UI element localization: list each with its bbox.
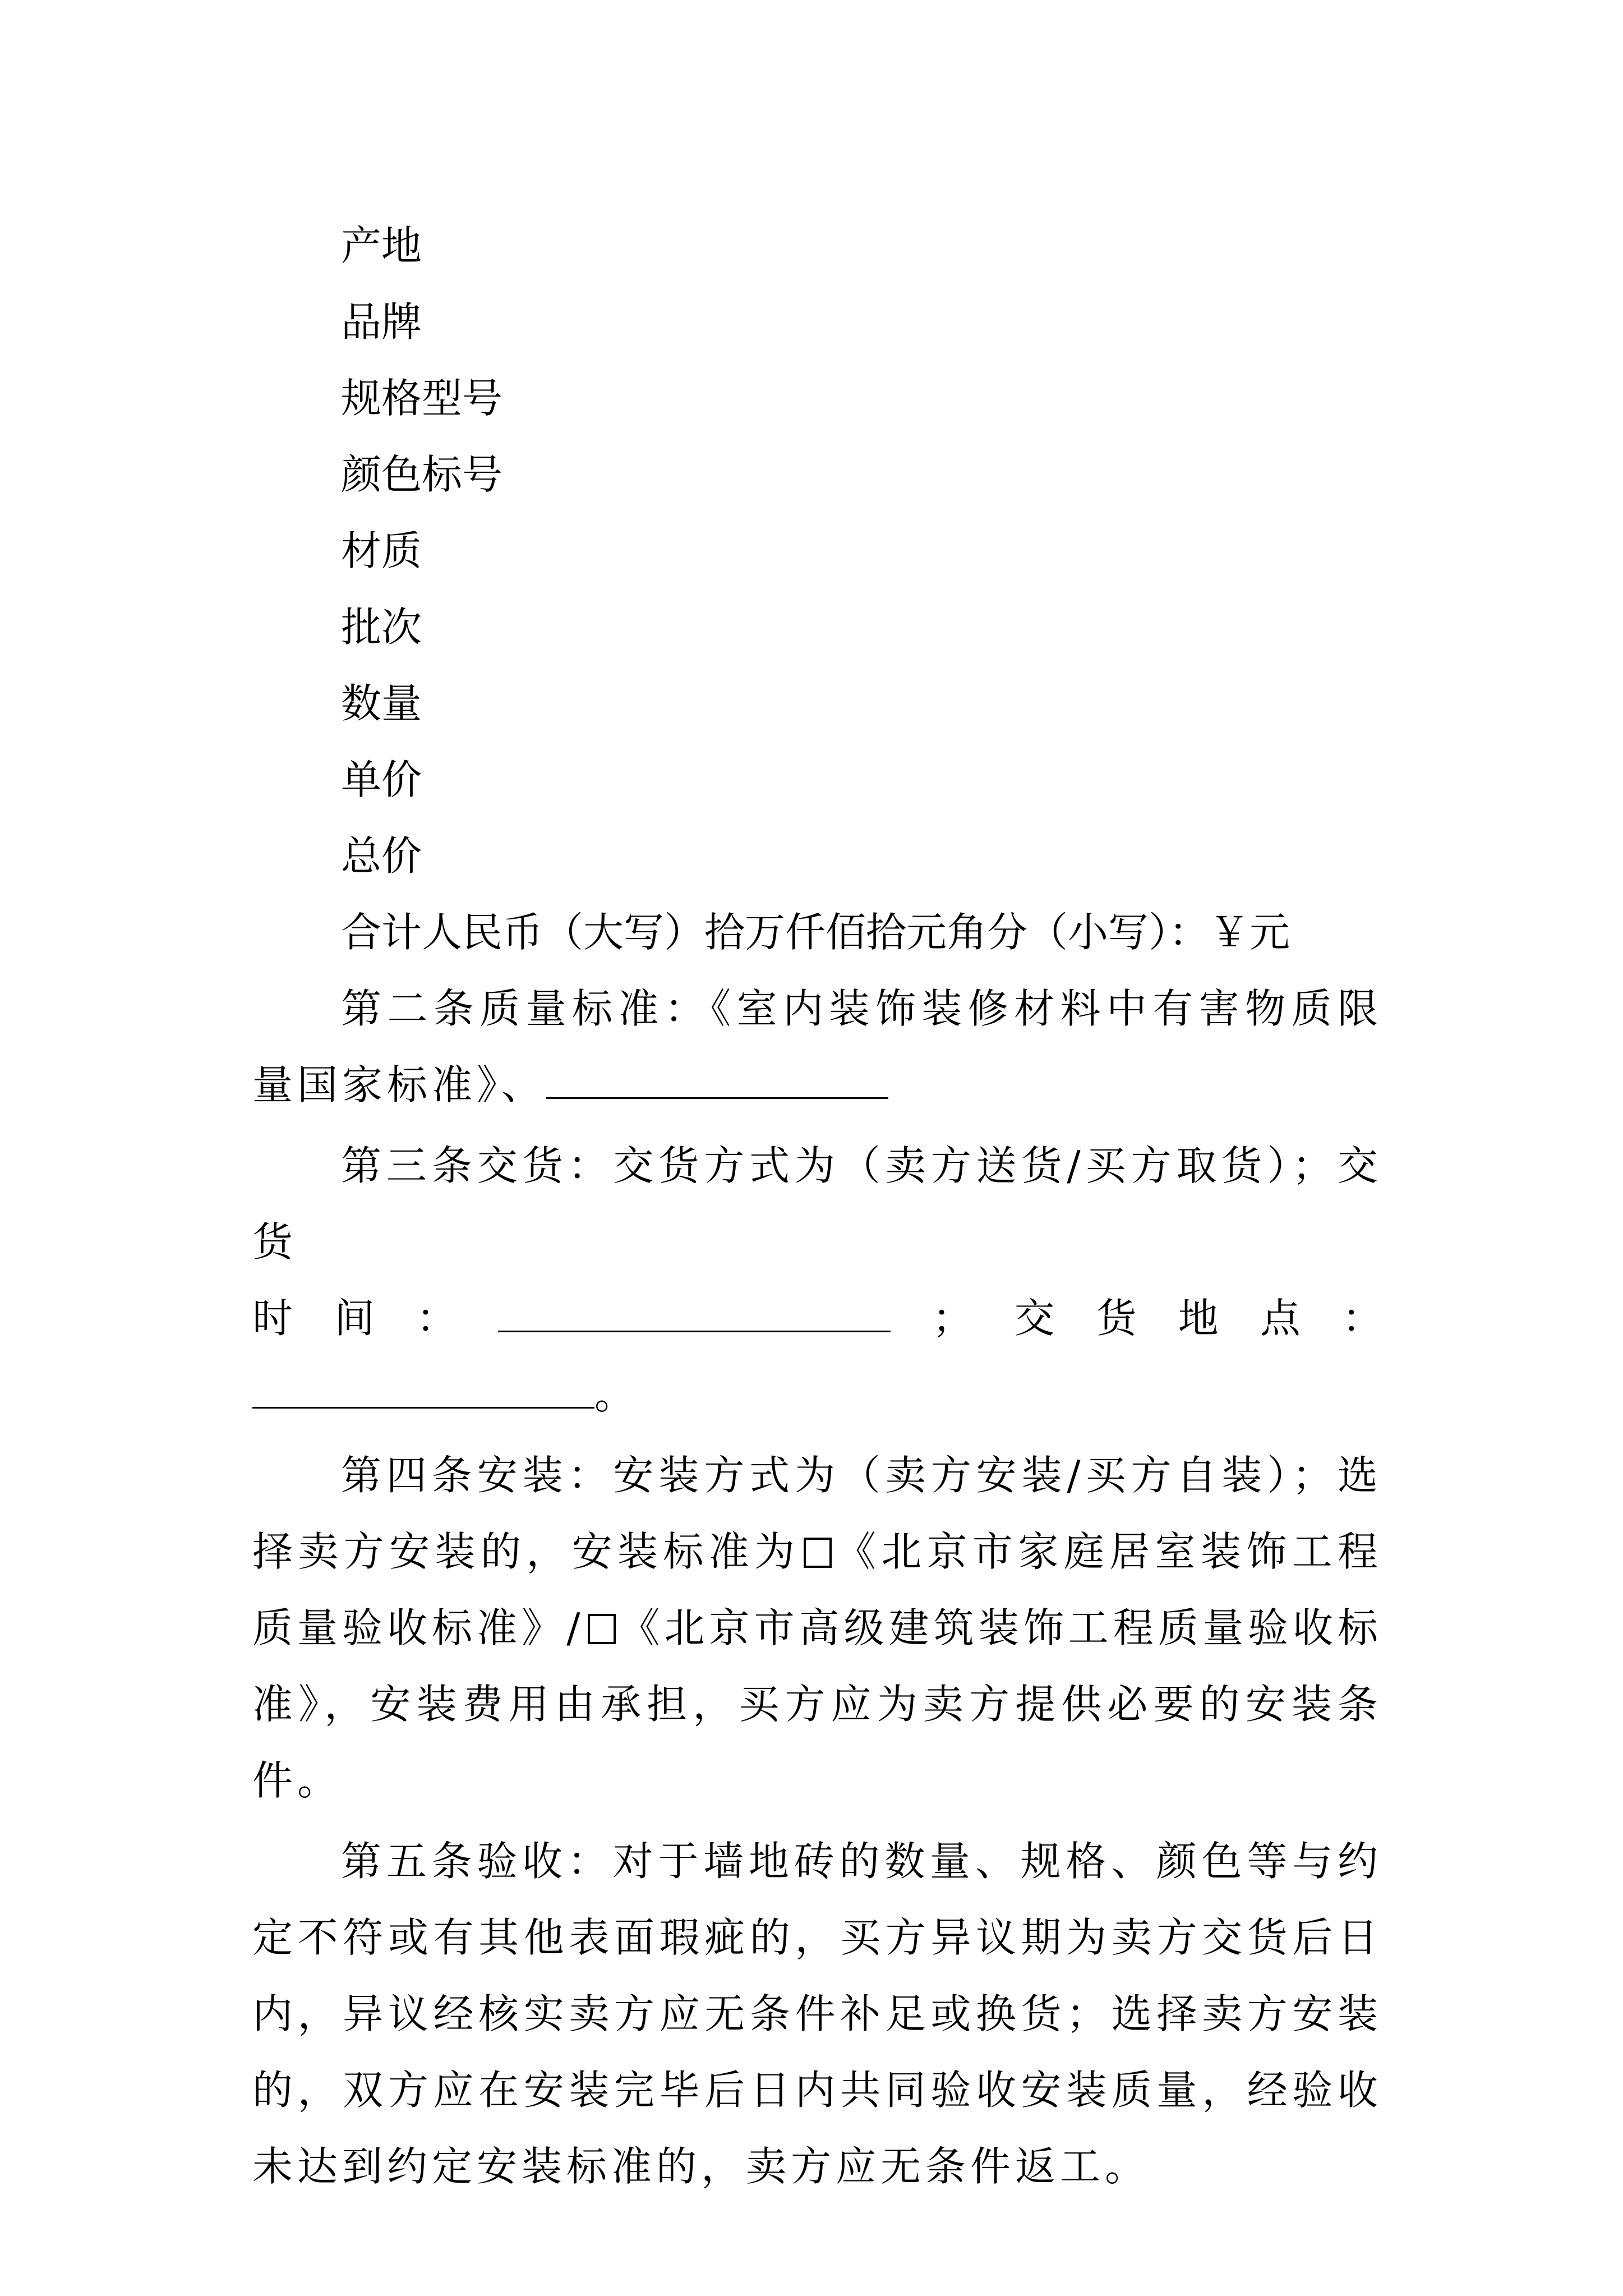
home-standard-checkbox[interactable] (804, 1538, 832, 1568)
attribute-model: 规格型号 (341, 375, 503, 422)
place-char-1: 交 (1014, 1295, 1055, 1342)
attribute-brand: 品牌 (341, 298, 422, 346)
delivery-time-blank (498, 1297, 891, 1332)
article-4-installation (252, 1437, 1382, 1819)
place-char-4: 点 (1260, 1295, 1301, 1342)
attribute-batch: 批次 (341, 604, 422, 651)
quality-standard-blank (546, 1064, 888, 1099)
article-4-text-b: 《北京市家庭居室装饰工程质量验收标准》/ (252, 1528, 1382, 1651)
place-char-3: 地 (1178, 1295, 1219, 1342)
attribute-origin: 产地 (341, 222, 422, 269)
article-3-text: 第三条交货：交货方式为（卖方送货/买方取货）；交货 (252, 1142, 1382, 1266)
article-2-quality-standard (252, 970, 1382, 1123)
time-char-1: 时 (252, 1295, 293, 1342)
place-char-5: ： (1341, 1295, 1382, 1342)
article-5-text: 第五条验收：对于墙地砖的数量、规格、颜色等与约定不符或有其他表面瑕疵的，买方异议期为卖方交货后日内，异议经核实卖方应无条件补足或换货；选择卖方安装的，双方应在安装完毕后日内共同验收安装质量，经验收未达到约定安装标准的，卖方应无条件返工。 (252, 1838, 1382, 2190)
attribute-quantity: 数量 (341, 680, 422, 727)
article-5-acceptance (252, 1823, 1382, 2205)
total-amount-line: 合计人民币（大写）拾万仟佰拾元角分（小写）：￥元 (341, 909, 1290, 956)
article-4-text-c: 《北京市高级建筑装饰工程质量验收标准》，安装费用由承担，买方应为卖方提供必要的安装条件。 (252, 1604, 1382, 1804)
attribute-total-price: 总价 (341, 832, 422, 880)
attribute-color-code: 颜色标号 (341, 451, 503, 498)
delivery-place-line (252, 1356, 1382, 1433)
attribute-unit-price: 单价 (341, 756, 422, 803)
article-3-delivery (252, 1128, 1382, 1280)
time-char-2: 间 (334, 1295, 375, 1342)
article-4-text-a: 第四条安装：安装方式为（卖方安装/买方自装）；选择卖方安装的，安装标准为 (252, 1452, 1382, 1575)
article-2-text: 第二条质量标准：《室内装饰装修材料中有害物质限量国家标准》、 (252, 985, 1382, 1108)
delivery-time-place-line (252, 1280, 1382, 1356)
document-content (252, 208, 1382, 2205)
place-char-2: 货 (1096, 1295, 1137, 1342)
advanced-standard-checkbox[interactable] (588, 1614, 616, 1644)
delivery-separator: ； (932, 1295, 973, 1342)
delivery-place-end: 。 (594, 1371, 635, 1418)
attribute-material: 材质 (341, 527, 422, 574)
time-char-3: ： (416, 1295, 457, 1342)
delivery-place-blank (252, 1373, 594, 1409)
